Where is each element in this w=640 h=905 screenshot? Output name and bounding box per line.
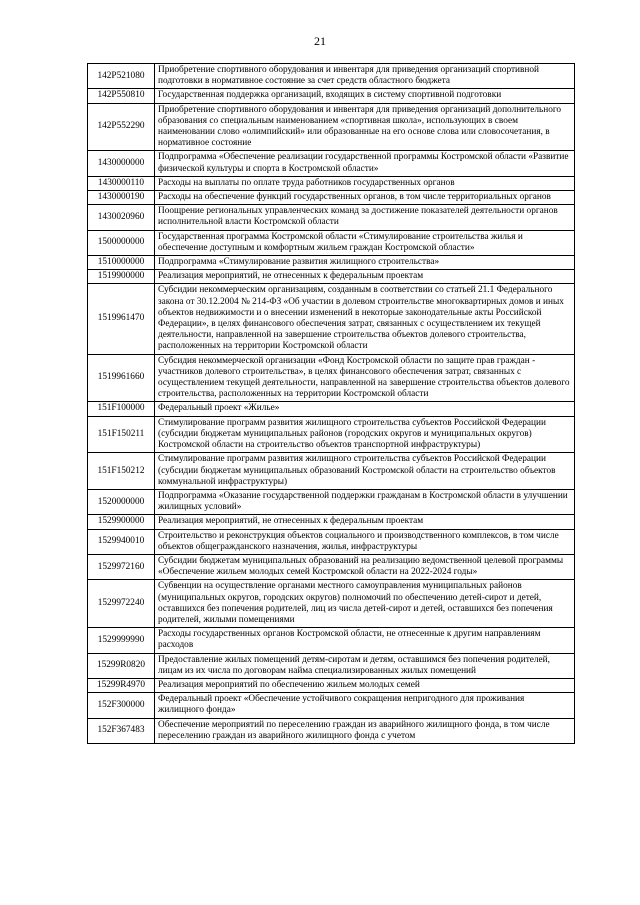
row-description-cell: Обеспечение мероприятий по переселению граждан из аварийного жилищного фонда, в том числе переселению граждан из аварийного жилищного фонда с учетом xyxy=(155,718,575,743)
budget-classification-table xyxy=(87,63,575,744)
row-code-cell: 151F100000 xyxy=(88,402,155,416)
table-row xyxy=(88,580,575,628)
row-description-cell: Предоставление жилых помещений детям-сиротам и детям, оставшимся без попечения родителей, лицам из их числа по договорам найма специализированных жилых помещений xyxy=(155,653,575,678)
row-description-cell: Стимулирование программ развития жилищного строительства субъектов Российской Федерации (субсидии бюджетам муниципальных образований Костромской области на строительство объектов коммунальной инфраструктуры) xyxy=(155,453,575,490)
table-row xyxy=(88,693,575,718)
row-code-cell: 1430000000 xyxy=(88,151,155,176)
table-row xyxy=(88,103,575,151)
row-description-cell: Субсидия некоммерческой организации «Фонд Костромской области по защите прав граждан - участников долевого строительства», в целях финансового обеспечения затрат, связанных с осуществлением текущей деятельности, направленной на завершение строительства объектов долевого строительства, расположенных на территории Костромской области xyxy=(155,354,575,402)
row-description-cell: Приобретение спортивного оборудования и инвентаря для приведения организаций спортивной подготовки в нормативное состояние за счет средств областного бюджета xyxy=(155,64,575,89)
row-code-cell: 142P552290 xyxy=(88,103,155,151)
row-description-cell: Государственная программа Костромской области «Стимулирование строительства жилья и обеспечение доступным и комфортным жильем граждан Костромской области» xyxy=(155,230,575,255)
row-code-cell: 1529900000 xyxy=(88,515,155,529)
row-description-cell: Реализация мероприятий, не отнесенных к федеральным проектам xyxy=(155,515,575,529)
row-code-cell: 142P521080 xyxy=(88,64,155,89)
row-description-cell: Приобретение спортивного оборудования и инвентаря для приведения организаций дополнительного образования со специальным наименованием «спортивная школа», использующих в своем наименовании слово «олимпийский» или образованные на его основе слова или словосочетания, в нормативное состояние xyxy=(155,103,575,151)
page-number: 21 xyxy=(314,34,326,48)
row-description-cell: Подпрограмма «Обеспечение реализации государственной программы Костромской области «Развитие физической культуры и спорта в Костромской области» xyxy=(155,151,575,176)
row-code-cell: 15299R4970 xyxy=(88,678,155,692)
row-description-cell: Поощрение региональных управленческих команд за достижение показателей деятельности органов исполнительной власти Костромской области xyxy=(155,205,575,230)
row-code-cell: 1500000000 xyxy=(88,230,155,255)
table-row xyxy=(88,416,575,453)
row-code-cell: 1519900000 xyxy=(88,270,155,284)
table-row xyxy=(88,89,575,103)
table-row xyxy=(88,64,575,89)
row-code-cell: 1529999990 xyxy=(88,628,155,653)
table-row xyxy=(88,270,575,284)
row-code-cell: 1529972240 xyxy=(88,580,155,628)
row-code-cell: 152F367483 xyxy=(88,718,155,743)
row-description-cell: Стимулирование программ развития жилищного строительства субъектов Российской Федерации (субсидии бюджетам муниципальных районов (городских округов и муниципальных округов) Костромской области на строительство объектов транспортной инфраструктуры) xyxy=(155,416,575,453)
table-row xyxy=(88,151,575,176)
row-code-cell: 142P550810 xyxy=(88,89,155,103)
table-row xyxy=(88,453,575,490)
row-code-cell: 1510000000 xyxy=(88,256,155,270)
row-code-cell: 1529940010 xyxy=(88,529,155,554)
table-row xyxy=(88,529,575,554)
table-row xyxy=(88,515,575,529)
row-description-cell: Государственная поддержка организаций, входящих в систему спортивной подготовки xyxy=(155,89,575,103)
table-row xyxy=(88,489,575,514)
row-code-cell: 1519961660 xyxy=(88,354,155,402)
table-row xyxy=(88,678,575,692)
table-row xyxy=(88,230,575,255)
row-code-cell: 15299R0820 xyxy=(88,653,155,678)
row-code-cell: 1430020960 xyxy=(88,205,155,230)
row-description-cell: Подпрограмма «Стимулирование развития жилищного строительства» xyxy=(155,256,575,270)
table-row xyxy=(88,284,575,354)
row-code-cell: 151F150211 xyxy=(88,416,155,453)
row-description-cell: Субсидии бюджетам муниципальных образований на реализацию ведомственной целевой программы «Обеспечение жильем молодых семей Костромской области на 2022-2024 годы» xyxy=(155,554,575,579)
row-code-cell: 1520000000 xyxy=(88,489,155,514)
row-description-cell: Подпрограмма «Оказание государственной поддержки гражданам в Костромской области в улучшении жилищных условий» xyxy=(155,489,575,514)
row-description-cell: Расходы на выплаты по оплате труда работников государственных органов xyxy=(155,176,575,190)
row-code-cell: 1430000190 xyxy=(88,191,155,205)
table-row xyxy=(88,554,575,579)
row-description-cell: Расходы государственных органов Костромской области, не отнесенные к другим направлениям расходов xyxy=(155,628,575,653)
row-code-cell: 152F300000 xyxy=(88,693,155,718)
table-row xyxy=(88,205,575,230)
row-code-cell: 1430000110 xyxy=(88,176,155,190)
table-row xyxy=(88,653,575,678)
row-description-cell: Реализация мероприятий, не отнесенных к федеральным проектам xyxy=(155,270,575,284)
row-description-cell: Субвенции на осуществление органами местного самоуправления муниципальных районов (муниципальных округов, городских округов) полномочий по обеспечению детей-сирот и детей, оставшихся без попечения родителей, лиц из числа детей-сирот и детей, оставшихся без попечения родителей, жилыми помещениями xyxy=(155,580,575,628)
table-row xyxy=(88,354,575,402)
table-row xyxy=(88,256,575,270)
table-row xyxy=(88,628,575,653)
row-description-cell: Реализация мероприятий по обеспечению жильем молодых семей xyxy=(155,678,575,692)
table-row xyxy=(88,176,575,190)
row-code-cell: 151F150212 xyxy=(88,453,155,490)
row-description-cell: Расходы на обеспечение функций государственных органов, в том числе территориальных органов xyxy=(155,191,575,205)
row-description-cell: Федеральный проект «Жилье» xyxy=(155,402,575,416)
row-code-cell: 1529972160 xyxy=(88,554,155,579)
row-description-cell: Субсидии некоммерческим организациям, созданным в соответствии со статьей 21.1 Федерального закона от 30.12.2004 № 214-ФЗ «Об участии в долевом строительстве многоквартирных домов и иных объектов недвижимости и о внесении изменений в некоторые законодательные акты Российской Федерации», в целях финансового обеспечения затрат, связанных с осуществлением их текущей деятельности, направленной на завершение строительства объектов долевого строительства, расположенных на территории Костромской области xyxy=(155,284,575,354)
row-code-cell: 1519961470 xyxy=(88,284,155,354)
table-body xyxy=(88,64,575,744)
row-description-cell: Федеральный проект «Обеспечение устойчивого сокращения непригодного для проживания жилищного фонда» xyxy=(155,693,575,718)
table-row xyxy=(88,718,575,743)
row-description-cell: Строительство и реконструкция объектов социального и производственного комплексов, в том числе объектов общегражданского назначения, жилья, инфраструктуры xyxy=(155,529,575,554)
table-row xyxy=(88,402,575,416)
table-row xyxy=(88,191,575,205)
